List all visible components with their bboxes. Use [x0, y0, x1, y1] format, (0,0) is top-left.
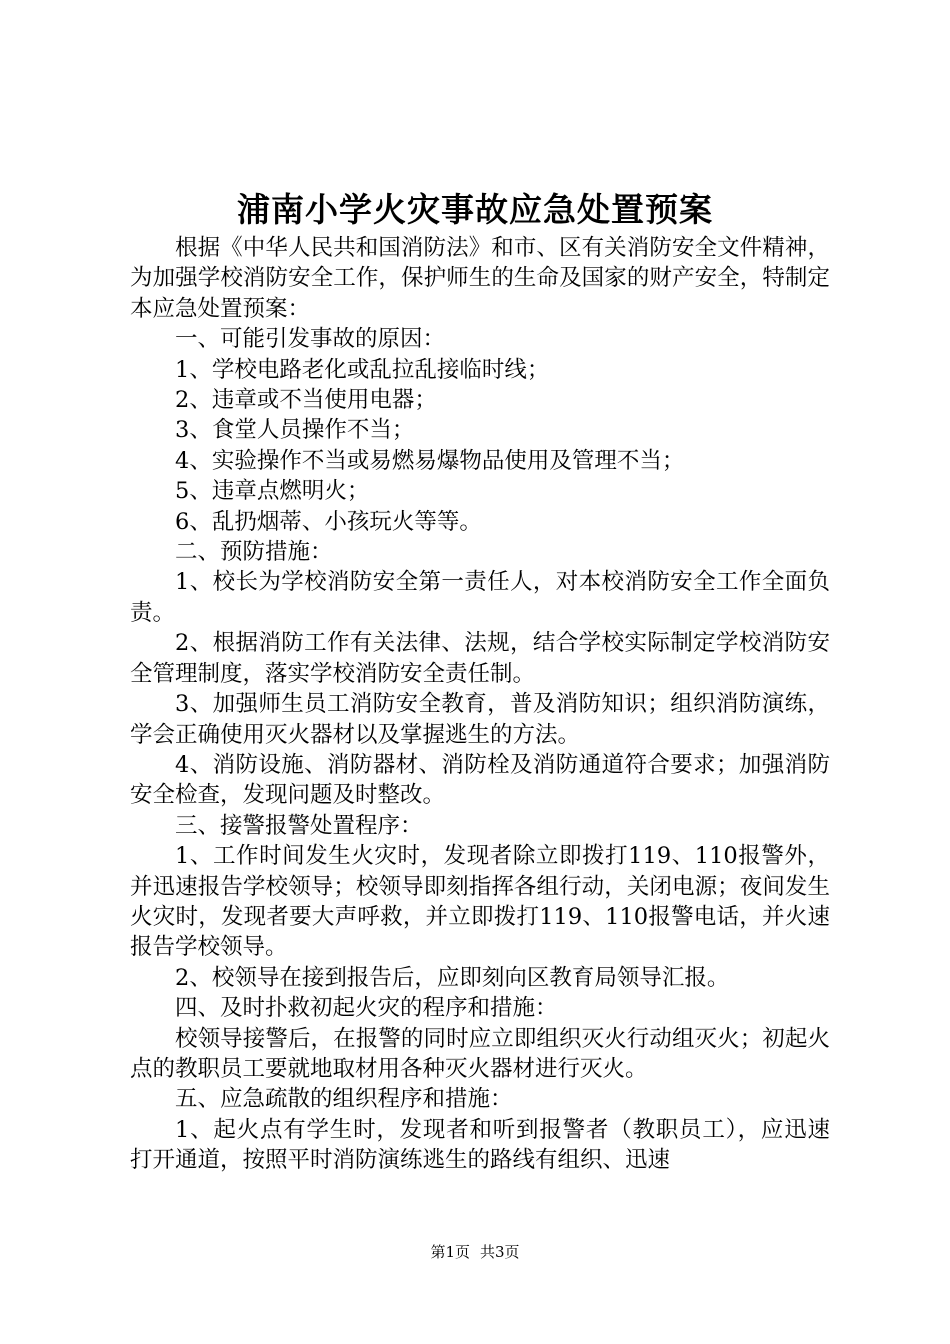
- list-item: 2、违章或不当使用电器；: [175, 387, 437, 414]
- document-body: [130, 233, 830, 1176]
- page-total: 共3页: [480, 1243, 520, 1261]
- list-item: 6、乱扔烟蒂、小孩玩火等等。: [175, 508, 482, 535]
- list-item: 5、违章点燃明火；: [175, 478, 370, 505]
- page-number: 第1页: [430, 1243, 470, 1261]
- section-heading: 二、预防措施：: [175, 539, 333, 566]
- section-heading: 三、接警报警处置程序：: [175, 812, 423, 839]
- list-item: 3、加强师生员工消防安全教育，普及消防知识；组织消防演练，学会正确使用灭火器材以及掌握逃生的方法。: [130, 691, 830, 748]
- document-title: 浦南小学火灾事故应急处置预案: [237, 190, 713, 229]
- list-item: 4、消防设施、消防器材、消防栓及消防通道符合要求；加强消防安全检查，发现问题及时整改。: [130, 751, 830, 809]
- list-item: 3、食堂人员操作不当；: [175, 417, 415, 444]
- list-item: 2、根据消防工作有关法律、法规，结合学校实际制定学校消防安全管理制度，落实学校消防安全责任制。: [130, 630, 830, 687]
- section-heading: 五、应急疏散的组织程序和措施：: [175, 1086, 513, 1113]
- section-heading: 四、及时扑救初起火灾的程序和措施：: [175, 995, 558, 1022]
- list-item: 1、工作时间发生火灾时，发现者除立即拨打119、110报警外，并迅速报告学校领导；校领导即刻指挥各组行动，关闭电源；夜间发生火灾时，发现者要大声呼救，并立即拨打119、110报警电话，并火速报告学校领导。: [130, 843, 830, 961]
- body-paragraph: 校领导接警后，在报警的同时应立即组织灭火行动组灭火；初起火点的教职员工要就地取材用各种灭火器材进行灭火。: [130, 1025, 830, 1082]
- list-item: 2、校领导在接到报告后，应即刻向区教育局领导汇报。: [175, 964, 730, 991]
- body-paragraph: 根据《中华人民共和国消防法》和市、区有关消防安全文件精神，为加强学校消防安全工作，保护师生的生命及国家的财产安全，特制定本应急处置预案：: [130, 235, 830, 322]
- list-item: 1、学校电路老化或乱拉乱接临时线；: [175, 356, 550, 383]
- list-item: 1、起火点有学生时，发现者和听到报警者（教职员工），应迅速打开通道，按照平时消防演练逃生的路线有组织、迅速: [130, 1116, 830, 1174]
- page-footer: [0, 1242, 950, 1262]
- list-item: 1、校长为学校消防安全第一责任人，对本校消防安全工作全面负责。: [130, 569, 830, 626]
- section-heading: 一、可能引发事故的原因：: [175, 326, 446, 353]
- list-item: 4、实验操作不当或易燃易爆物品使用及管理不当；: [175, 447, 685, 474]
